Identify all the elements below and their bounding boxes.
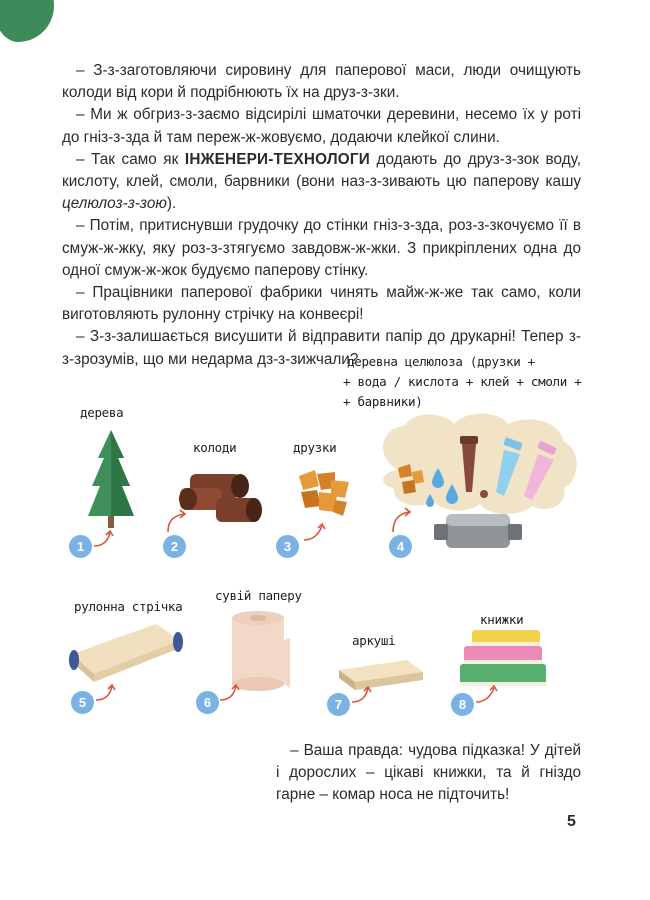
story-text (62, 60, 581, 371)
paragraph-3-start: – Так само як (76, 150, 185, 168)
engineers-term: ІНЖЕНЕРИ-ТЕХНОЛОГИ (184, 150, 370, 168)
label-sheets: аркуші (352, 633, 396, 648)
page-number: 5 (567, 813, 576, 830)
step-arrow-8 (474, 682, 500, 706)
label-pulp-line-3: + барвники) (343, 394, 423, 409)
books-illustration (458, 626, 550, 690)
step-badge-5: 5 (71, 691, 94, 714)
step-badge-3: 3 (276, 535, 299, 558)
paragraph-3-end: ). (166, 195, 177, 213)
label-pulp-line-2: + вода / кислота + клей + смоли + (343, 374, 582, 389)
step-arrow-3 (302, 520, 328, 544)
step-arrow-6 (218, 682, 244, 704)
paragraph-3-middle: додають до друз-з-зок воду, кислоту, клей, смоли, барвники (вони наз-з-зивають цю паперову кашу (62, 150, 581, 191)
paper-roll-illustration (228, 610, 292, 692)
step-badge-4: 4 (389, 535, 412, 558)
label-books: книжки (480, 612, 524, 627)
label-chips: друзки (293, 440, 337, 455)
label-logs: колоди (193, 440, 237, 455)
logs-illustration (178, 466, 264, 528)
corner-decoration (0, 0, 54, 42)
paragraph-2: – Ми ж обгриз-з-заємо відсирілі шматочки деревини, несемо їх у роті до гніз-з-зда й там переж-ж-жовуємо, додаючи клейкої слини. (62, 106, 581, 146)
label-roll-strip: рулонна стрічка (74, 599, 183, 614)
label-trees: дерева (80, 405, 124, 420)
step-arrow-4 (389, 506, 415, 534)
step-arrow-2 (164, 508, 190, 534)
tree-illustration (86, 428, 136, 530)
paper-sheets-illustration (335, 656, 425, 690)
paragraph-1: – З-з-заготовляючи сировину для паперової маси, люди очищують колоди від кори й подрібнюють їх на друз-з-зки. (62, 62, 581, 102)
label-paper-roll: сувій паперу (215, 588, 302, 603)
step-badge-2: 2 (163, 535, 186, 558)
paragraph-6: – З-з-залишається висушити й відправити папір до друкарні! Тепер з-з-зрозумів, що ми недарма дз-з-зижчали? (62, 328, 581, 368)
paragraph-4: – Потім, притиснувши грудочку до стінки гніз-з-зда, роз-з-зкочуємо її в смуж-ж-жку, яку роз-з-зтягуємо завдовж-ж-жки. З прикріплених одна до одної смуж-ж-жок будуємо паперову стінку. (62, 217, 581, 279)
step-badge-7: 7 (327, 693, 350, 716)
wood-chips-illustration (295, 466, 351, 518)
cellulose-term: целюлоз-з-зою (62, 195, 167, 213)
step-arrow-7 (350, 684, 376, 706)
step-arrow-1 (92, 528, 118, 550)
paragraph-5: – Працівники паперової фабрики чинять майж-ж-же так само, коли виготовляють рулонну стрічку на конвеєрі! (62, 284, 581, 324)
label-pulp-line-1: деревна целюлоза (друзки + (347, 354, 535, 369)
paragraph-3 (62, 149, 581, 216)
step-badge-1: 1 (69, 535, 92, 558)
closing-paragraph: – Ваша правда: чудова підказка! У дітей і дорослих – цікаві книжки, та й гніздо гарне – комар носа не підточить! (276, 742, 581, 804)
step-arrow-5 (94, 682, 120, 704)
step-badge-8: 8 (451, 693, 474, 716)
conveyor-strip-illustration (64, 620, 190, 682)
step-badge-6: 6 (196, 691, 219, 714)
closing-text (276, 740, 581, 807)
